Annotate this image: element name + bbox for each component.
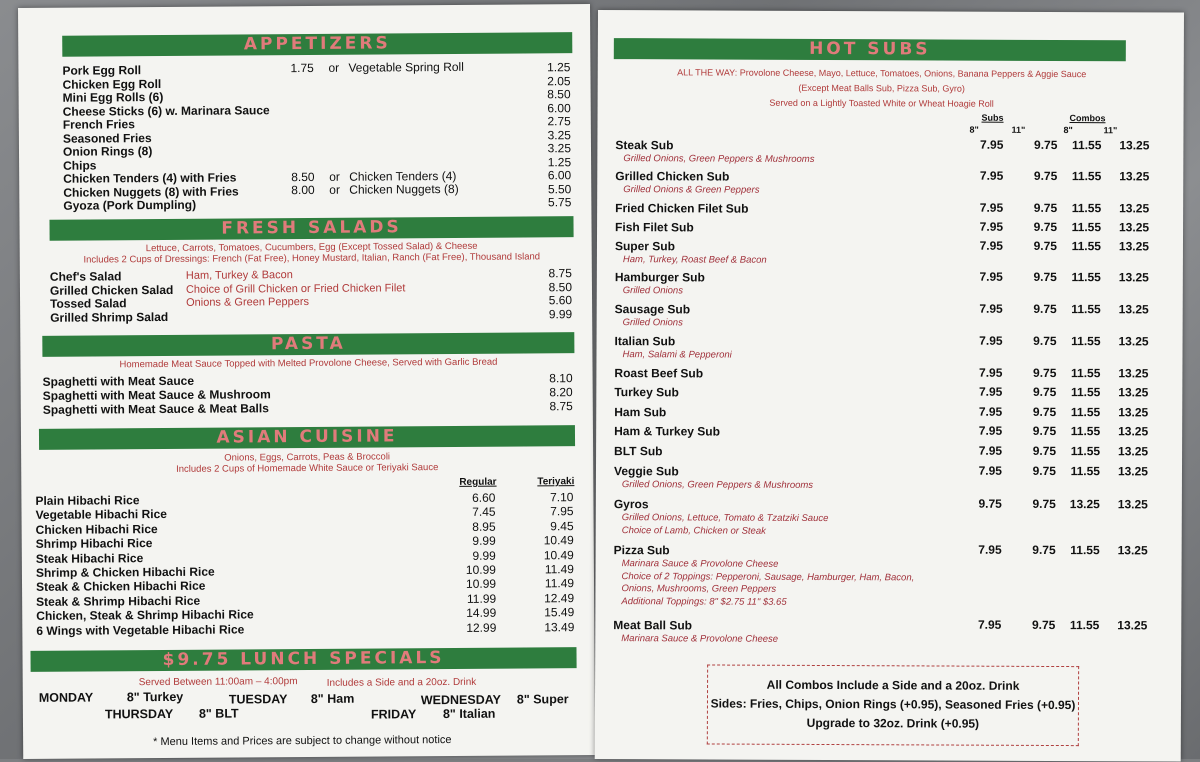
- appetizer-name: Pork Egg Roll: [62, 63, 142, 78]
- appetizer-name: Chicken Tenders (4) with Fries: [63, 170, 237, 186]
- sub-description: Grilled Onions & Green Peppers: [623, 184, 760, 196]
- appetizer-price: 6.00: [547, 168, 572, 183]
- sub-description: Grilled Onions, Green Peppers & Mushrooms: [621, 479, 814, 491]
- sub-description: Marinara Sauce & Provolone Cheese: [621, 633, 779, 645]
- sub-description: Onions, Mushrooms, Green Peppers: [621, 583, 777, 595]
- asian-dish-name: Plain Hibachi Rice: [35, 493, 140, 508]
- sub-price: 13.25: [1118, 405, 1149, 420]
- asian-col-teriyaki: Teriyaki: [537, 476, 575, 488]
- sub-price: 9.75: [1032, 463, 1057, 479]
- sub-price: 9.75: [1033, 168, 1058, 184]
- appetizer-name: Onion Rings (8): [62, 144, 153, 159]
- sub-price: 11.55: [1071, 169, 1102, 184]
- sub-price: 13.25: [1119, 201, 1150, 216]
- sub-name: Grilled Chicken Sub: [615, 169, 730, 184]
- sub-price: 11.55: [1069, 618, 1100, 633]
- lunch-day: THURSDAY: [104, 706, 174, 722]
- salad-price: 8.50: [548, 279, 573, 294]
- sub-price: 9.75: [1033, 238, 1058, 254]
- sub-name: Ham Sub: [614, 405, 667, 420]
- salad-name: Tossed Salad: [50, 296, 127, 311]
- salad-desc: Ham, Turkey & Bacon: [185, 269, 293, 282]
- sub-price: 11.55: [1071, 270, 1101, 285]
- asian-regular-price: 14.99: [466, 605, 497, 621]
- sub-price: 13.25: [1117, 618, 1148, 633]
- lunch-served-hours: Served Between 11:00am – 4:00pm: [138, 676, 298, 689]
- sub-name: Steak Sub: [615, 138, 674, 153]
- asian-regular-price: 12.99: [466, 620, 497, 635]
- sub-name: Gyros: [613, 497, 649, 512]
- lunch-item: 8" Turkey: [126, 689, 184, 705]
- asian-dish-name: Chicken, Steak & Shrimp Hibachi Rice: [36, 607, 254, 624]
- sub-price: 9.75: [1032, 542, 1056, 558]
- size-header: 11": [1103, 125, 1118, 136]
- sub-price: 11.55: [1071, 302, 1101, 317]
- combos-col-header: Combos: [1069, 113, 1106, 124]
- sub-price: 13.25: [1117, 497, 1148, 512]
- appetizer-name: Cheese Sticks (6) w. Marinara Sauce: [62, 102, 270, 119]
- sub-price: 9.75: [1033, 219, 1058, 235]
- sub-price: 7.95: [978, 463, 1003, 478]
- sub-name: BLT Sub: [614, 444, 663, 459]
- asian-dish-name: Shrimp Hibachi Rice: [35, 536, 153, 552]
- appetizer-alt-price: 1.75: [290, 60, 314, 76]
- asian-teriyaki-price: 7.10: [550, 490, 574, 505]
- sub-price: 13.25: [1118, 239, 1150, 254]
- sub-price: 9.75: [1031, 617, 1056, 633]
- salad-name: Grilled Shrimp Salad: [50, 309, 169, 325]
- sub-name: Turkey Sub: [614, 385, 679, 400]
- pasta-note: Homemade Meat Sauce Topped with Melted Provolone Cheese, Served with Garlic Bread: [119, 356, 498, 371]
- asian-regular-price: 10.99: [465, 562, 496, 577]
- combo-info-line: All Combos Include a Side and a 20oz. Drink: [766, 677, 1020, 693]
- asian-note-ingredients: Onions, Eggs, Carrots, Peas & Broccoli: [224, 451, 391, 464]
- sub-price: 11.55: [1071, 334, 1101, 349]
- asian-regular-price: 9.99: [472, 533, 496, 549]
- sub-name: Roast Beef Sub: [614, 366, 704, 381]
- asian-col-regular: Regular: [459, 476, 497, 488]
- asian-dish-name: Vegetable Hibachi Rice: [35, 507, 167, 523]
- asian-dish-name: Steak & Shrimp Hibachi Rice: [36, 593, 201, 609]
- sub-name: Fried Chicken Filet Sub: [615, 201, 749, 216]
- appetizer-price: 5.50: [547, 181, 572, 196]
- sub-price: 13.25: [1119, 138, 1150, 153]
- sub-price: 9.75: [1032, 443, 1057, 459]
- sub-price: 7.95: [979, 269, 1003, 284]
- asian-dish-name: Steak & Chicken Hibachi Rice: [35, 579, 206, 595]
- except-note: (Except Meat Balls Sub, Pizza Sub, Gyro): [798, 82, 965, 94]
- combo-info-line: Sides: Fries, Chips, Onion Rings (+0.95), Seasoned Fries (+0.95): [710, 696, 1076, 713]
- sub-price: 7.95: [979, 219, 1004, 234]
- sub-price: 11.55: [1070, 405, 1101, 420]
- sub-name: Sausage Sub: [614, 302, 691, 317]
- sub-price: 11.55: [1070, 424, 1101, 439]
- sub-price: 13.25: [1118, 302, 1149, 317]
- appetizer-price: 1.25: [547, 60, 571, 75]
- appetizer-name: Chips: [63, 157, 97, 173]
- sub-price: 13.25: [1118, 424, 1149, 439]
- lunch-day: FRIDAY: [370, 707, 417, 722]
- sub-name: Fish Filet Sub: [615, 220, 694, 235]
- sub-price: 7.95: [979, 333, 1003, 348]
- sub-price: 13.25: [1069, 497, 1100, 512]
- sub-price: 7.95: [979, 301, 1003, 316]
- sub-price: 9.75: [1033, 365, 1057, 381]
- sub-price: 11.55: [1071, 220, 1102, 235]
- appetizer-name: Chicken Egg Roll: [62, 76, 162, 92]
- sub-price: 9.75: [1032, 423, 1057, 439]
- asian-dish-name: 6 Wings with Vegetable Hibachi Rice: [36, 622, 245, 638]
- appetizer-price: 2.75: [547, 114, 571, 129]
- sub-price: 11.55: [1070, 444, 1101, 459]
- salad-desc: Onions & Green Peppers: [186, 295, 310, 309]
- salad-desc: Choice of Grill Chicken or Fried Chicken Filet: [185, 281, 406, 296]
- sub-price: 11.55: [1072, 138, 1102, 153]
- price-disclaimer: * Menu Items and Prices are subject to change without notice: [153, 733, 452, 749]
- salad-price: 8.75: [548, 266, 572, 281]
- sub-name: Meat Ball Sub: [613, 618, 693, 633]
- lunch-item: 8" Italian: [442, 706, 496, 722]
- sub-name: Italian Sub: [614, 334, 676, 349]
- appetizer-price: 3.25: [547, 127, 571, 142]
- pasta-name: Spaghetti with Meat Sauce: [42, 373, 195, 389]
- lunch-includes: Includes a Side and a 20oz. Drink: [326, 676, 477, 689]
- lunch-item: 8" BLT: [198, 706, 239, 721]
- lunch-day: TUESDAY: [228, 692, 288, 707]
- pasta-price: 8.10: [549, 371, 573, 386]
- appetizer-alt-or: or: [329, 182, 340, 197]
- appetizer-price: 6.00: [547, 100, 571, 115]
- salad-name: Grilled Chicken Salad: [49, 282, 174, 298]
- sub-price: 9.75: [1032, 384, 1057, 400]
- asian-teriyaki-price: 12.49: [544, 590, 575, 606]
- asian-dish-name: Chicken Hibachi Rice: [35, 521, 158, 537]
- appetizer-price: 1.25: [547, 154, 572, 169]
- sub-price: 9.75: [1032, 496, 1056, 512]
- appetizer-name: Gyoza (Pork Dumpling): [63, 197, 197, 213]
- sub-price: 7.95: [979, 200, 1004, 215]
- subs-col-header: Subs: [981, 112, 1004, 123]
- sub-price: 7.95: [978, 423, 1003, 438]
- salads-note-ingredients: Lettuce, Carrots, Tomatoes, Cucumbers, Egg (Except Tossed Salad) & Cheese: [145, 240, 478, 255]
- asian-regular-price: 10.99: [465, 577, 497, 592]
- sub-description: Grilled Onions, Lettuce, Tomato & Tzatziki Sauce: [621, 512, 829, 525]
- sub-description: Marinara Sauce & Provolone Cheese: [621, 558, 779, 570]
- asian-header: ASIAN CUISINE: [39, 425, 575, 450]
- sub-name: Veggie Sub: [613, 464, 679, 479]
- appetizer-name: Mini Egg Rolls (6): [62, 89, 164, 105]
- appetizer-alt-name: Vegetable Spring Roll: [348, 59, 464, 75]
- appetizer-price: 2.05: [547, 73, 571, 88]
- sub-price: 13.25: [1118, 444, 1149, 459]
- sub-price: 13.25: [1119, 169, 1150, 184]
- sub-price: 13.25: [1118, 385, 1149, 400]
- menu-right-page: [595, 10, 1184, 762]
- asian-regular-price: 9.99: [472, 548, 496, 563]
- sub-price: 9.75: [1034, 137, 1058, 153]
- asian-regular-price: 7.45: [472, 505, 496, 520]
- appetizer-price: 5.75: [547, 195, 572, 210]
- size-header: 8": [969, 124, 979, 135]
- size-header: 8": [1063, 125, 1073, 136]
- sub-price: 7.95: [980, 137, 1004, 152]
- sub-price: 11.55: [1070, 543, 1100, 558]
- lunch-day: WEDNESDAY: [420, 692, 501, 708]
- appetizer-name: Chicken Nuggets (8) with Fries: [63, 183, 239, 200]
- sub-price: 9.75: [1033, 269, 1057, 285]
- salads-header: FRESH SALADS: [49, 216, 573, 241]
- combo-info-lines: [708, 665, 1078, 731]
- appetizer-alt-price: 8.00: [291, 182, 315, 198]
- sub-description: Grilled Onions: [622, 285, 684, 297]
- asian-dish-name: Steak Hibachi Rice: [35, 550, 144, 566]
- sub-price: 7.95: [979, 238, 1004, 253]
- sub-price: 9.75: [1033, 333, 1057, 349]
- appetizer-alt-price: 8.50: [291, 169, 315, 185]
- sub-description: Ham, Salami & Pepperoni: [622, 349, 732, 361]
- pasta-price: 8.20: [549, 385, 573, 400]
- sub-price: 7.95: [979, 168, 1004, 183]
- asian-teriyaki-price: 11.49: [544, 576, 575, 591]
- sub-description: Grilled Onions, Green Peppers & Mushrooms: [623, 153, 815, 165]
- sub-description: Grilled Onions: [622, 317, 683, 329]
- pasta-header: PASTA: [42, 332, 574, 357]
- sub-price: 13.25: [1117, 543, 1148, 558]
- all-the-way-note: ALL THE WAY: Provolone Cheese, Mayo, Lettuce, Tomatoes, Onions, Banana Peppers & Aggie Sauce: [677, 67, 1087, 80]
- hot-subs-header: HOT SUBS: [614, 38, 1126, 61]
- pasta-name: Spaghetti with Meat Sauce & Meat Balls: [42, 401, 269, 417]
- sub-description: Choice of 2 Toppings: Pepperoni, Sausage, Hamburger, Ham, Bacon,: [621, 570, 915, 583]
- sub-price: 13.25: [1118, 270, 1149, 285]
- salad-price: 5.60: [548, 293, 573, 308]
- salad-price: 9.99: [548, 306, 573, 321]
- sub-name: Pizza Sub: [613, 543, 670, 558]
- sub-price: 7.95: [978, 404, 1003, 419]
- lunch-day: MONDAY: [38, 690, 94, 705]
- appetizer-price: 8.50: [547, 87, 571, 102]
- appetizer-name: French Fries: [62, 117, 135, 132]
- asian-teriyaki-price: 13.49: [544, 619, 575, 634]
- appetizer-price: 3.25: [547, 141, 572, 156]
- sub-description: Additional Toppings: 8" $2.75 11" $3.65: [621, 595, 787, 608]
- asian-regular-price: 11.99: [466, 591, 497, 606]
- appetizer-alt-name: Chicken Tenders (4): [349, 168, 457, 184]
- sub-price: 7.95: [978, 542, 1002, 557]
- pasta-name: Spaghetti with Meat Sauce & Mushroom: [42, 387, 271, 403]
- served-roll-note: Served on a Lightly Toasted White or Wheat Hoagie Roll: [769, 97, 994, 109]
- combo-info-box: [707, 664, 1079, 746]
- sub-name: Ham & Turkey Sub: [614, 424, 721, 439]
- sub-price: 7.95: [978, 384, 1003, 399]
- combo-info-line: Upgrade to 32oz. Drink (+0.95): [806, 715, 980, 731]
- sub-price: 7.95: [979, 365, 1003, 380]
- sub-price: 13.25: [1118, 334, 1149, 349]
- appetizer-alt-name: Chicken Nuggets (8): [349, 181, 459, 197]
- sub-price: 11.55: [1070, 385, 1101, 400]
- asian-teriyaki-price: 15.49: [544, 605, 575, 620]
- lunch-item: 8" Ham: [310, 691, 355, 706]
- lunch-specials-header: $9.75 LUNCH SPECIALS: [30, 647, 576, 672]
- sub-price: 7.95: [977, 617, 1002, 632]
- asian-dish-name: Shrimp & Chicken Hibachi Rice: [35, 564, 215, 580]
- size-header: 11": [1011, 124, 1026, 135]
- appetizer-name: Seasoned Fries: [62, 130, 152, 146]
- sub-price: 7.95: [978, 443, 1003, 458]
- sub-description: Choice of Lamb, Chicken or Steak: [621, 524, 766, 537]
- appetizer-alt-or: or: [328, 60, 340, 75]
- asian-regular-price: 8.95: [472, 519, 496, 534]
- sub-price: 11.55: [1071, 366, 1101, 381]
- sub-price: 9.75: [1032, 404, 1057, 420]
- sub-price: 11.55: [1070, 464, 1101, 479]
- asian-teriyaki-price: 7.95: [550, 504, 574, 519]
- sub-price: 9.75: [1033, 200, 1058, 216]
- sub-price: 9.75: [1033, 301, 1057, 317]
- asian-regular-price: 6.60: [472, 490, 496, 505]
- menu-left-page: [18, 4, 595, 759]
- asian-teriyaki-price: 11.49: [544, 562, 574, 577]
- pasta-price: 8.75: [549, 399, 573, 414]
- asian-teriyaki-price: 9.45: [550, 518, 574, 534]
- lunch-item: 8" Super: [516, 692, 569, 707]
- sub-price: 13.25: [1118, 220, 1150, 235]
- appetizer-alt-or: or: [329, 169, 340, 184]
- sub-price: 13.25: [1118, 366, 1149, 381]
- appetizers-header: APPETIZERS: [62, 32, 572, 57]
- salad-name: Chef's Salad: [49, 269, 122, 284]
- sub-price: 9.75: [978, 496, 1002, 511]
- sub-name: Super Sub: [614, 239, 676, 254]
- sub-description: Ham, Turkey, Roast Beef & Bacon: [622, 254, 767, 266]
- asian-note-sauces: Includes 2 Cups of Homemade White Sauce or Teriyaki Sauce: [176, 462, 439, 475]
- asian-teriyaki-price: 10.49: [543, 533, 574, 548]
- sub-name: Hamburger Sub: [614, 270, 705, 285]
- salads-note-dressings: Includes 2 Cups of Dressings: French (Fat Free), Honey Mustard, Italian, Ranch (Fat Free), Thousand Island: [83, 251, 541, 266]
- asian-teriyaki-price: 10.49: [543, 547, 574, 562]
- sub-price: 13.25: [1117, 464, 1149, 479]
- sub-price: 11.55: [1071, 201, 1102, 216]
- sub-price: 11.55: [1071, 239, 1102, 254]
